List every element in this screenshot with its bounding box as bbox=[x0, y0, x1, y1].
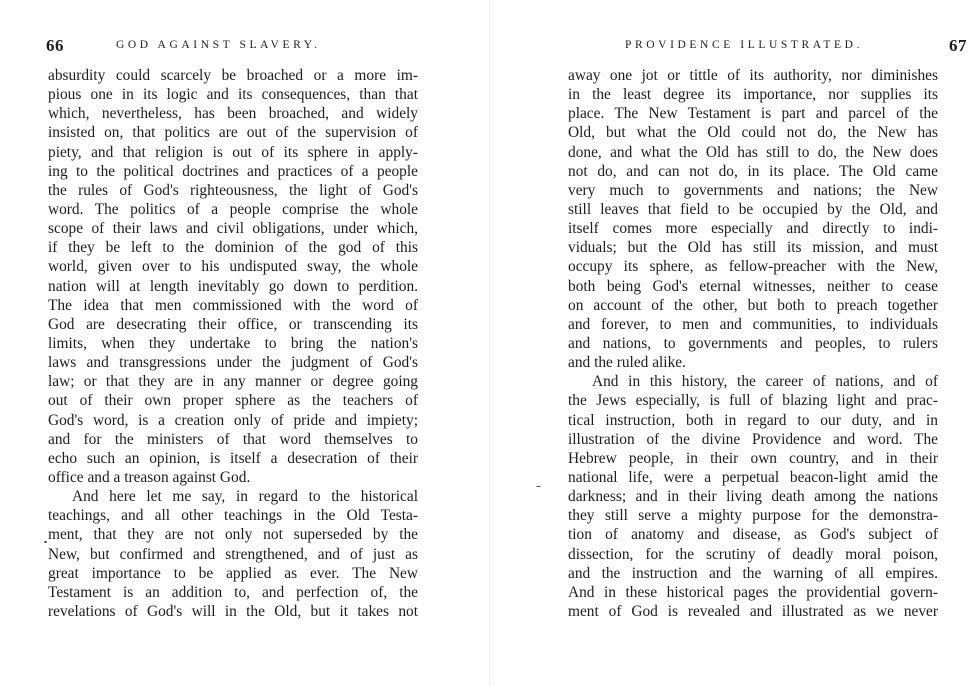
text-line: national life, were a perpetual beacon-light amid the bbox=[568, 468, 938, 486]
text-line: scope of their laws and civil obligations, under which, bbox=[48, 220, 418, 238]
print-speck bbox=[536, 486, 541, 487]
text-line: echo such an opinion, is itself a desecration of their bbox=[48, 449, 418, 467]
text-line: insisted on, that politics are out of the supervision of bbox=[48, 124, 418, 142]
page-number: 67 bbox=[949, 36, 967, 55]
text-line: nation will at length inevitably go down to perdition. bbox=[48, 277, 418, 295]
text-line: God are desecrating their office, or transcending its bbox=[48, 315, 418, 333]
text-line: and forever, to men and communities, to individuals bbox=[568, 315, 938, 333]
text-line: dissection, for the scrutiny of deadly moral poison, bbox=[568, 545, 938, 563]
text-line: place. The New Testament is part and parcel of the bbox=[568, 105, 938, 123]
text-line: they still serve a mighty purpose for the demonstra- bbox=[568, 507, 938, 525]
text-line: ing to the political doctrines and practices of a people bbox=[48, 162, 418, 180]
right-page-header bbox=[625, 36, 967, 56]
text-line: God's word, is a creation only of pride and impiety; bbox=[48, 411, 418, 429]
text-line: Hebrew people, in their own country, and in their bbox=[568, 449, 938, 467]
text-line: away one jot or tittle of its authority, nor diminishes bbox=[568, 67, 938, 84]
text-line: pious one in its logic and its consequences, than that bbox=[48, 86, 418, 104]
text-line: still leaves that field to be occupied by the Old, and bbox=[568, 200, 938, 218]
paragraph-start-line: And here let me say, in regard to the historical bbox=[72, 488, 418, 506]
text-line: itself comes more especially and directly to indi- bbox=[568, 220, 938, 238]
text-line: limits, when they undertake to bring the nation's bbox=[48, 334, 418, 352]
page-number: 66 bbox=[46, 36, 64, 55]
text-line: and nations, to governments and peoples, to rulers bbox=[568, 334, 938, 352]
running-head: GOD AGAINST SLAVERY. bbox=[116, 39, 321, 51]
text-line: viduals; but the Old has still its mission, and must bbox=[568, 239, 938, 257]
text-line: teachings, and all other teachings in the Old Testa- bbox=[48, 507, 418, 525]
text-line: tical instruction, both in regard to our duty, and in bbox=[568, 411, 938, 429]
paragraph-start-line: And in this history, the career of nations, and of bbox=[592, 373, 938, 391]
text-line: revelations of God's will in the Old, but it takes not bbox=[48, 602, 418, 620]
text-line: which, nevertheless, has been broached, and widely bbox=[48, 105, 418, 123]
text-line: very much to governments and nations; the New bbox=[568, 181, 938, 199]
text-line: Old, but what the Old could not do, the New has bbox=[568, 124, 938, 142]
text-line: and for the ministers of that word themselves to bbox=[48, 430, 418, 448]
text-line: darkness; and in their living death among the nations bbox=[568, 488, 938, 506]
running-head: PROVIDENCE ILLUSTRATED. bbox=[625, 39, 864, 51]
text-line: word. The politics of a people comprise the whole bbox=[48, 200, 418, 218]
text-line: out of their own proper sphere as the teachers of bbox=[48, 392, 418, 410]
text-line: great importance to be applied as ever. The New bbox=[48, 564, 418, 582]
right-body-text bbox=[568, 66, 938, 621]
paragraph-end-line: and the ruled alike. bbox=[568, 354, 686, 372]
text-line: not do, and can not do, in its place. The Old came bbox=[568, 162, 938, 180]
text-line: world, given over to his undisputed sway, the whole bbox=[48, 258, 418, 276]
text-line: the Jews especially, is full of blazing light and prac- bbox=[568, 392, 938, 410]
left-page-header bbox=[46, 36, 406, 56]
text-line: tion of anatomy and disease, as God's subject of bbox=[568, 526, 938, 544]
text-line: in the least degree its importance, nor supplies its bbox=[568, 86, 938, 104]
text-line: The idea that men commissioned with the word of bbox=[48, 296, 418, 314]
paragraph-end-line: office and a treason against God. bbox=[48, 468, 251, 486]
text-line: if they be left to the dominion of the god of this bbox=[48, 239, 418, 257]
text-line: and the instruction and the warning of all empires. bbox=[568, 564, 938, 582]
text-line: laws and transgressions under the judgment of God's bbox=[48, 354, 418, 372]
text-line: Testament is an addition to, and perfection of, the bbox=[48, 583, 418, 601]
text-line: ment, that they are not only not superseded by the bbox=[48, 526, 418, 544]
text-line: absurdity could scarcely be broached or a more im- bbox=[48, 67, 418, 84]
text-line: And in these historical pages the providential govern- bbox=[568, 583, 938, 601]
text-line: ment of God is revealed and illustrated as we never bbox=[568, 602, 938, 620]
text-line: law; or that they are in any manner or degree going bbox=[48, 373, 418, 391]
text-line: both being God's eternal witnesses, neither to cease bbox=[568, 277, 938, 295]
left-body-text bbox=[48, 66, 418, 621]
right-page bbox=[490, 0, 980, 686]
text-line: done, and what the Old has still to do, the New does bbox=[568, 143, 938, 161]
text-line: piety, and that religion is out of its sphere in apply- bbox=[48, 143, 418, 161]
text-line: New, but confirmed and strengthened, and of just as bbox=[48, 545, 418, 563]
text-line: occupy its sphere, as fellow-preacher with the New, bbox=[568, 258, 938, 276]
text-line: the rules of God's righteousness, the light of God's bbox=[48, 181, 418, 199]
print-speck bbox=[44, 541, 47, 543]
text-line: illustration of the divine Providence and word. The bbox=[568, 430, 938, 448]
text-line: on account of the other, but both to preach together bbox=[568, 296, 938, 314]
